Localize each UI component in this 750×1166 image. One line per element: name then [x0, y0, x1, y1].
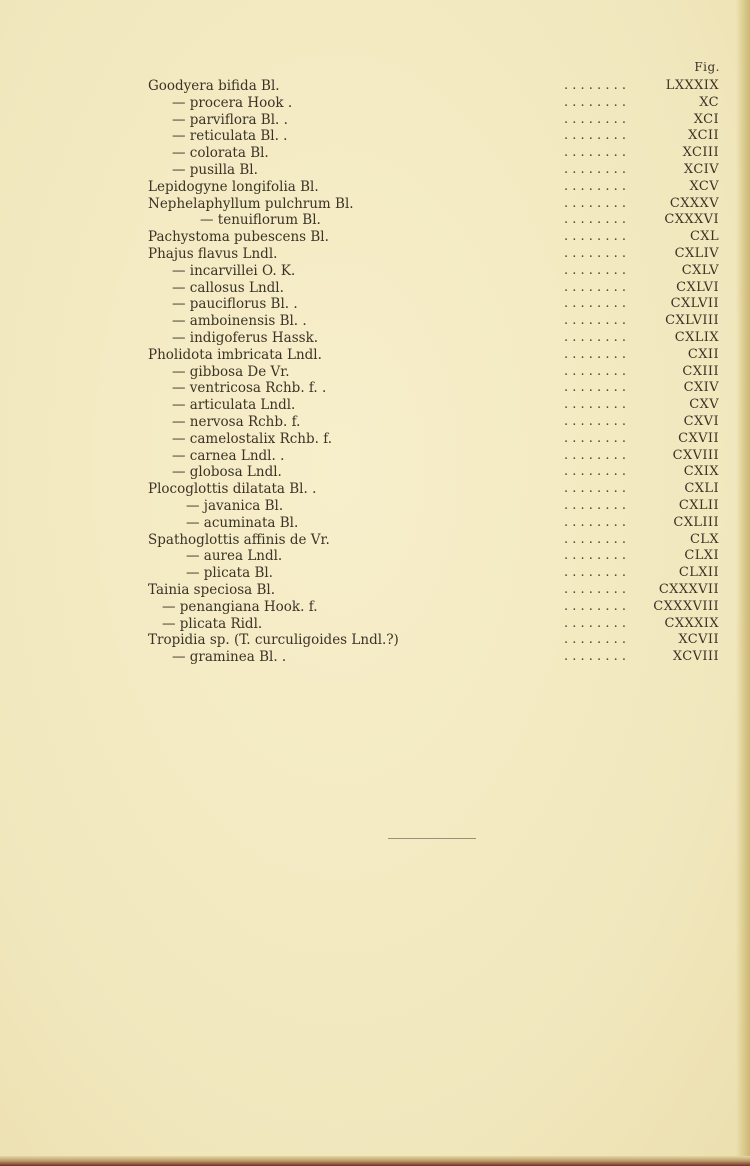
- figure-number: CXLIII: [673, 514, 719, 530]
- figure-index-list: [0, 78, 750, 666]
- figure-number: CXIV: [683, 380, 719, 396]
- dot-leader: . . . . . . . .: [564, 212, 626, 228]
- dot-leader: . . . . . . . .: [564, 313, 626, 329]
- dot-leader: . . . . . . . .: [564, 514, 626, 530]
- species-name: — graminea Bl. .: [172, 649, 287, 666]
- dot-leader: . . . . . . . .: [564, 497, 626, 513]
- page-bottom-edge: [0, 1156, 750, 1166]
- figure-number: CXLII: [678, 497, 719, 513]
- index-entry: [0, 95, 750, 112]
- figure-number: CXVI: [683, 413, 719, 429]
- index-entry: [0, 448, 750, 465]
- dot-leader: . . . . . . . .: [564, 145, 626, 161]
- species-name: — penangiana Hook. f.: [162, 598, 318, 615]
- index-entry: [0, 162, 750, 179]
- dot-leader: . . . . . . . .: [564, 615, 626, 631]
- species-name: — parviflora Bl. .: [172, 111, 288, 128]
- species-name: — acuminata Bl.: [186, 514, 299, 531]
- dot-leader: . . . . . . . .: [564, 464, 626, 480]
- species-name: — plicata Bl.: [186, 565, 273, 582]
- index-entry: [0, 397, 750, 414]
- index-entry: [0, 548, 750, 565]
- species-name: — plicata Ridl.: [162, 615, 263, 632]
- species-name: — incarvillei O. K.: [172, 262, 296, 279]
- species-name: — globosa Lndl.: [172, 464, 282, 481]
- species-name: — carnea Lndl. .: [172, 447, 285, 464]
- index-entry: [0, 296, 750, 313]
- species-name: Phajus flavus Lndl.: [148, 245, 278, 262]
- figure-number: CXLVIII: [665, 313, 719, 329]
- dot-leader: . . . . . . . .: [564, 598, 626, 614]
- dot-leader: . . . . . . . .: [564, 279, 626, 295]
- species-name: — tenuiflorum Bl.: [200, 212, 321, 229]
- dot-leader: . . . . . . . .: [564, 531, 626, 547]
- figure-number: XCII: [688, 128, 719, 144]
- index-entry: [0, 246, 750, 263]
- dot-leader: . . . . . . . .: [564, 363, 626, 379]
- figure-number: CXII: [687, 346, 719, 362]
- figure-number: CXLIX: [674, 329, 719, 345]
- figure-number: XCIII: [682, 145, 719, 161]
- figure-number: CXXXIX: [664, 615, 719, 631]
- figure-number: CXIX: [683, 464, 719, 480]
- dot-leader: . . . . . . . .: [564, 548, 626, 564]
- dot-leader: . . . . . . . .: [564, 346, 626, 362]
- species-name: — pauciflorus Bl. .: [172, 296, 298, 313]
- dot-leader: . . . . . . . .: [564, 178, 626, 194]
- dot-leader: . . . . . . . .: [564, 380, 626, 396]
- figure-number: CXXXV: [669, 195, 719, 211]
- page-edge: [736, 0, 750, 1166]
- figure-number: CLXI: [684, 548, 719, 564]
- figure-number: CXVIII: [672, 447, 719, 463]
- figure-number: XCVIII: [672, 649, 719, 665]
- dot-leader: . . . . . . . .: [564, 565, 626, 581]
- index-entry: [0, 145, 750, 162]
- figure-number: XCVII: [678, 632, 719, 648]
- species-name: — aurea Lndl.: [186, 548, 283, 565]
- dot-leader: . . . . . . . .: [564, 296, 626, 312]
- index-entry: [0, 649, 750, 666]
- index-entry: [0, 481, 750, 498]
- species-name: — nervosa Rchb. f.: [172, 413, 301, 430]
- species-name: Nephelaphyllum pulchrum Bl.: [148, 195, 354, 212]
- fig-column-header: Fig.: [694, 60, 720, 74]
- index-entry: [0, 582, 750, 599]
- figure-number: XCI: [693, 111, 719, 127]
- species-name: — colorata Bl.: [172, 145, 269, 162]
- species-name: Goodyera bifida Bl.: [148, 78, 280, 94]
- species-name: Pholidota imbricata Lndl.: [148, 346, 322, 363]
- species-name: — amboinensis Bl. .: [172, 313, 307, 330]
- index-entry: [0, 414, 750, 431]
- species-name: — reticulata Bl. .: [172, 128, 288, 145]
- index-entry: [0, 565, 750, 582]
- figure-number: CXXXVI: [664, 212, 719, 228]
- index-entry: [0, 263, 750, 280]
- index-entry: [0, 532, 750, 549]
- species-name: — indigoferus Hassk.: [172, 329, 319, 346]
- index-entry: [0, 380, 750, 397]
- figure-number: CXL: [689, 229, 719, 245]
- index-entry: [0, 364, 750, 381]
- figure-number: CXLVII: [670, 296, 719, 312]
- figure-number: CXXXVIII: [653, 598, 719, 614]
- species-name: — callosus Lndl.: [172, 279, 284, 296]
- index-entry: [0, 229, 750, 246]
- index-entry: [0, 616, 750, 633]
- species-name: — javanica Bl.: [186, 497, 284, 514]
- index-entry: [0, 347, 750, 364]
- figure-number: XCV: [689, 178, 719, 194]
- dot-leader: . . . . . . . .: [564, 581, 626, 597]
- figure-number: CXLI: [684, 481, 719, 497]
- index-entry: [0, 280, 750, 297]
- index-entry: [0, 179, 750, 196]
- species-name: Lepidogyne longifolia Bl.: [148, 178, 319, 195]
- figure-number: XCIV: [683, 161, 719, 177]
- figure-number: XC: [699, 94, 719, 110]
- species-name: Tainia speciosa Bl.: [148, 581, 276, 598]
- figure-number: CLXII: [678, 565, 719, 581]
- figure-number: CLX: [689, 531, 719, 547]
- dot-leader: . . . . . . . .: [564, 78, 626, 93]
- dot-leader: . . . . . . . .: [564, 632, 626, 648]
- figure-number: LXXXIX: [665, 78, 719, 93]
- index-entry: [0, 515, 750, 532]
- dot-leader: . . . . . . . .: [564, 447, 626, 463]
- species-name: Tropidia sp. (T. curculigoides Lndl.?): [148, 632, 399, 649]
- dot-leader: . . . . . . . .: [564, 262, 626, 278]
- species-name: — ventricosa Rchb. f. .: [172, 380, 327, 397]
- species-name: — pusilla Bl.: [172, 161, 258, 178]
- index-entry: [0, 330, 750, 347]
- species-name: Pachystoma pubescens Bl.: [148, 229, 329, 246]
- index-entry: [0, 128, 750, 145]
- dot-leader: . . . . . . . .: [564, 229, 626, 245]
- dot-leader: . . . . . . . .: [564, 329, 626, 345]
- species-name: — articulata Lndl.: [172, 397, 296, 414]
- dot-leader: . . . . . . . .: [564, 481, 626, 497]
- dot-leader: . . . . . . . .: [564, 111, 626, 127]
- figure-number: CXXXVII: [658, 581, 719, 597]
- species-name: Spathoglottis affinis de Vr.: [148, 531, 330, 548]
- figure-number: CXLIV: [674, 245, 719, 261]
- index-entry: [0, 599, 750, 616]
- dot-leader: . . . . . . . .: [564, 397, 626, 413]
- figure-number: CXLV: [681, 262, 719, 278]
- index-entry: [0, 112, 750, 129]
- index-entry: [0, 212, 750, 229]
- index-entry: [0, 196, 750, 213]
- species-name: — procera Hook .: [172, 94, 293, 111]
- figure-number: CXVII: [678, 430, 719, 446]
- section-rule: [388, 838, 476, 839]
- index-entry: [0, 313, 750, 330]
- figure-number: CXIII: [682, 363, 719, 379]
- dot-leader: . . . . . . . .: [564, 413, 626, 429]
- index-entry: [0, 632, 750, 649]
- index-entry: [0, 464, 750, 481]
- dot-leader: . . . . . . . .: [564, 161, 626, 177]
- species-name: — camelostalix Rchb. f.: [172, 430, 333, 447]
- dot-leader: . . . . . . . .: [564, 195, 626, 211]
- figure-number: CXLVI: [676, 279, 719, 295]
- species-name: Plocoglottis dilatata Bl. .: [148, 481, 317, 498]
- index-entry: [0, 498, 750, 515]
- dot-leader: . . . . . . . .: [564, 245, 626, 261]
- figure-number: CXV: [689, 397, 719, 413]
- dot-leader: . . . . . . . .: [564, 94, 626, 110]
- index-entry: [0, 431, 750, 448]
- species-name: — gibbosa De Vr.: [172, 363, 290, 380]
- dot-leader: . . . . . . . .: [564, 649, 626, 665]
- dot-leader: . . . . . . . .: [564, 128, 626, 144]
- dot-leader: . . . . . . . .: [564, 430, 626, 446]
- index-entry: [0, 78, 750, 95]
